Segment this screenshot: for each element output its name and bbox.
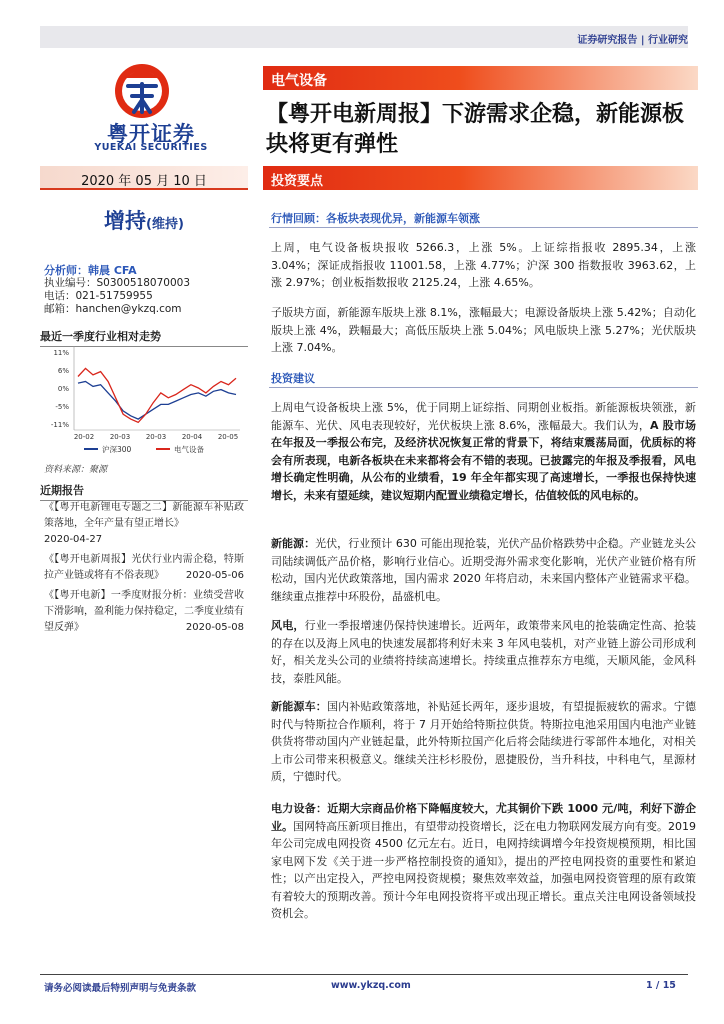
chart-xtick-label: 20-02 [73,433,95,441]
grid-text: 国网特高压新项目推出，有望带动投资增长，泛在电力物联网发展方向有变。2019 年公司完成电网投资 4500 亿元左右。近日，电网持续调增今年投资规模预期，相比国家电网下发《关于进一步严格控制投资的通知》，提出的严控电网投资的重要性和紧迫性；以产出定投入，严控电网投资规模；聚焦效率效益，加强电网投资管理的原有政策有着较大的预期改善。预计今年电网投资将平或出现正增长。重点关注电网设备领域投资机会。 [271,819,696,920]
report-date-1: 2020-04-27 [44,534,103,545]
chart-legend-label: 沪深300 [102,445,132,454]
brand-name-en: YUEKAI SECURITIES [94,142,208,153]
sector-bar [263,66,698,90]
sector-label: 电气设备 [271,73,327,89]
brand-logo [86,62,216,153]
analyst-license: 执业编号：S0300518070003 [44,277,191,289]
chart-ytick-label: -11% [50,421,69,429]
recent-reports-list [44,500,244,636]
footer-disclaimer[interactable]: 请务必阅读最后特别声明与免责条款 [44,983,197,994]
recent-reports-title: 近期报告 [40,482,248,501]
chart-section-title: 最近一季度行业相对走势 [40,328,248,347]
rating-sub: (维持) [146,217,184,232]
investment-para-1-text: 上周电气设备板块上涨 5%，优于同期上证综指、同期创业板指。新能源板块领涨，新能源车、光伏、风电表现较好，光伏板块上涨 8.6%，涨幅最大。我们认为， [271,401,696,432]
report-date-3: 2020-05-08 [185,622,244,633]
pv-text: 光伏，行业预计 630 可能出现抢装，光伏产品价格跌势中企稳。产业链龙头公司陆续调低产品价格，影响行业信心。近期受海外需求变化影响，光伏产业链价格有所松动，国内光伏政策落地，国内需求 2020 年将启动，未来国内整体产业链需求平稳。继续重点推荐中环股份，晶盛机电。 [271,537,696,603]
market-review-rule [269,227,698,228]
analyst-name: 分析师：韩晨 CFA [44,264,137,277]
report-link-2[interactable]: 《【粤开电新周报】光伏行业内需企稳，特斯拉产业链或将有不俗表现》 [44,554,244,581]
investment-heading: 投资建议 [271,372,315,385]
grid-para [271,800,696,923]
chart-series-line [78,368,236,422]
investment-para-1-bold: A 股市场在年报及一季报公布完，及经济状况恢复正常的背景下，将结束震荡局面，优质标的将会有所表现，电新各板块在未来都将会有不错的表现。已披露完的年报及季报看，风电增长确定性明确，从公布的业绩看，19 年全年都实现了高速增长，一季报也保持快速增长，未来有望延续，建议短期内配置业绩稳定增长，估值较低的风电标的。 [271,418,696,502]
summary-label: 投资要点 [271,174,324,189]
ev-para [271,698,696,786]
footer-rule [40,974,688,975]
wind-text: 行业一季报增速仍保持快速增长。近两年，政策带来风电的抢装确定性高、抢装的存在以及海上风电的快速发展都将利好未来 3 年风电装机，对产业链上游公司形成利好，相关龙头公司的业绩将持续高速增长。持续重点推荐东方电缆，天顺风能，金风科技，泰胜风能。 [271,619,697,685]
chart-ytick-label: 6% [57,367,69,375]
chart-legend-label: 电气设备 [174,445,204,454]
report-date: 2020 年 05 月 10 日 [81,174,207,189]
chart-source: 资料来源：聚源 [44,465,108,475]
report-link-1[interactable]: 《【粤开电新锂电专题之二】新能源车补贴政策落地，全年产量有望正增长》 [44,502,244,529]
investment-rule [269,387,698,388]
market-review-para-2: 子版块方面，新能源车版块上涨 8.1%，涨幅最大；电源设备版块上涨 5.42%；自动化版块上涨 4%，跌幅最大；高低压版块上涨 5.04%；风电版块上涨 5.27%；光伏版块上涨 7.04%。 [271,306,696,354]
chart-ytick-label: -5% [55,403,69,411]
wind-label: 风电， [271,619,305,632]
footer-url[interactable]: www.ykzq.com [331,980,411,991]
chart-xtick-label: 20-03 [109,433,131,441]
chart-xtick-label: 20-05 [217,433,239,441]
chart-ytick-label: 11% [53,349,69,357]
brand-name-cn: 粤开证券 [107,122,195,146]
analyst-phone: 电话：021-51759955 [44,290,153,302]
ev-label: 新能源车： [271,700,327,713]
summary-bar [263,166,698,190]
report-type-tag: 证券研究报告 | 行业研究 [577,35,688,46]
chart-xtick-label: 20-03 [145,433,167,441]
rating-main: 增持 [104,209,147,233]
yuekai-logo-icon [112,62,172,120]
ev-text: 国内补贴政策落地，补贴延长两年，逐步退坡，有望提振疲软的需求。宁德时代与特斯拉合作顺利，将于 7 月开始给特斯拉供货。特斯拉电池采用国内电池产业链供货将带动国内产业链起量，此外特斯拉国产化后将会陆续进行零部件本地化，对相关上市公司带来积极意义。继续关注杉杉股份，恩捷股份，当升科技，中科电气，星源材质，宁德时代。 [271,700,697,783]
chart-ytick-label: 0% [57,385,69,393]
analyst-info [44,264,190,316]
report-title: 【粤开电新周报】下游需求企稳，新能源板块将更有弹性 [266,102,685,157]
pv-para [271,535,696,605]
analyst-email[interactable]: 邮箱：hanchen@ykzq.com [44,303,182,315]
chart-xtick-label: 20-04 [181,433,203,441]
investment-para-1 [271,399,696,504]
footer-page: 1 / 15 [646,980,676,991]
relative-trend-chart [40,344,248,458]
grid-bold: 近期大宗商品价格下降幅度较大，尤其铜价下跌 1000 元/吨，利好下游企业。 [271,802,697,833]
pv-label: 新能源： [271,537,316,550]
report-link-3[interactable]: 《【粤开电新】一季度财报分析：业绩受营收下滑影响，盈利能力保持稳定，二季度业绩有望反弹》 [44,590,244,633]
wind-para [271,617,696,687]
market-review-para-1: 上周，电气设备板块报收 5266.3，上涨 5%。上证综指报收 2895.34，上涨 3.04%；深证成指报收 11001.58，上涨 4.77%；沪深 300 指数报收 3963.62，上涨 2.97%；创业板指数报收 2125.24，上涨 4.65%。 [271,241,696,289]
grid-label: 电力设备： [271,802,328,815]
report-date-2: 2020-05-06 [185,570,244,581]
rating [40,205,248,235]
market-review-heading: 行情回顾：各板块表现优异，新能源车领涨 [271,212,480,225]
